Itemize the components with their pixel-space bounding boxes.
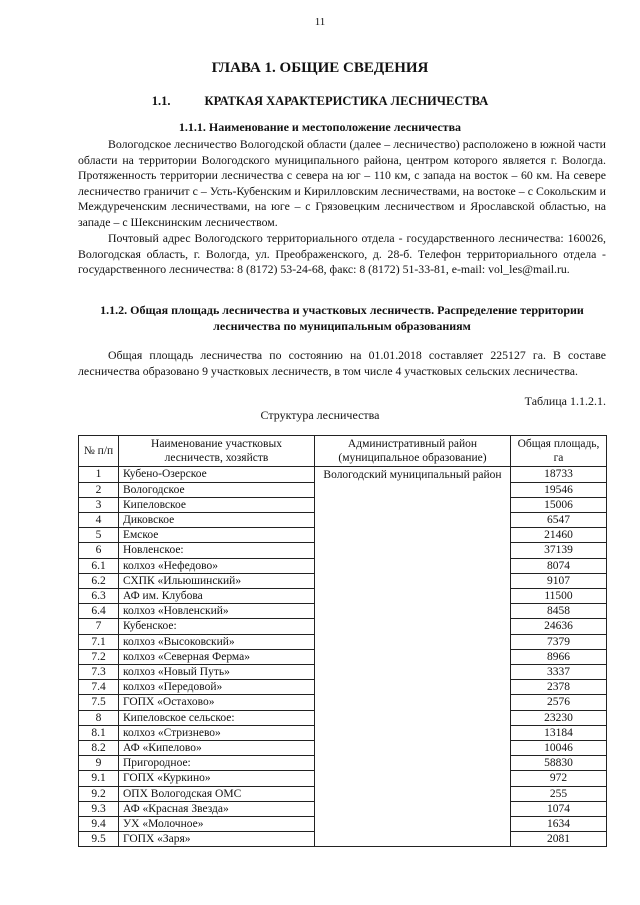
header-district: Административный район (муниципальное образование): [315, 436, 511, 467]
subsection-heading-1-1-2: 1.1.2. Общая площадь лесничества и участковых лесничеств. Распределение территории лесничества по муниципальным образованиям: [100, 303, 584, 333]
cell-num: 7.2: [79, 649, 119, 664]
cell-name: ГОПХ «Куркино»: [119, 771, 315, 786]
cell-num: 6.3: [79, 589, 119, 604]
cell-area: 37139: [511, 543, 607, 558]
cell-num: 3: [79, 497, 119, 512]
cell-num: 6.1: [79, 558, 119, 573]
cell-district: Вологодский муниципальный район: [315, 467, 511, 847]
cell-num: 2: [79, 482, 119, 497]
cell-name: АФ «Красная Звезда»: [119, 801, 315, 816]
section-heading-1-1: [0, 94, 640, 109]
cell-num: 8.2: [79, 741, 119, 756]
cell-num: 7: [79, 619, 119, 634]
cell-name: Кубенское:: [119, 619, 315, 634]
chapter-title: ГЛАВА 1. ОБЩИЕ СВЕДЕНИЯ: [211, 60, 429, 76]
paragraph-location: Вологодское лесничество Вологодской области (далее – лесничество) расположено в южной части области на территории Вологодского муниципального района, центром которого является г. Вологда. Протяженность территории лесничества с севера на юг – 110 км, с запада на восток – 60 км. На севере лесничество граничит с – Усть-Кубенским и Кирилловским лесничествами, на востоке – с Сокольским и Междуреченским лесничествами, на юге – с Грязовецким лесничеством и Ярославской областью, на западе – с Шекснинским лесничеством.: [78, 137, 606, 229]
cell-name: колхоз «Высоковский»: [119, 634, 315, 649]
cell-area: 2576: [511, 695, 607, 710]
cell-name: Новленское:: [119, 543, 315, 558]
section-number: 1.1.: [151, 94, 171, 108]
cell-num: 6: [79, 543, 119, 558]
table-header-row: [79, 436, 607, 467]
cell-name: колхоз «Новленский»: [119, 604, 315, 619]
cell-name: колхоз «Нефедово»: [119, 558, 315, 573]
cell-area: 6547: [511, 513, 607, 528]
cell-area: 2081: [511, 832, 607, 847]
table-body: [79, 467, 607, 847]
cell-name: колхоз «Передовой»: [119, 680, 315, 695]
paragraph-address: Почтовый адрес Вологодского территориального отдела - государственного лесничества: 160026, Вологодская область, г. Вологда, ул. Преображенского, д. 28-б. Телефон территориального отдела - государственного лесничества: 8 (8172) 53-24-68, факс: 8 (8172) 51-33-81, e-mail: vol_les@mail.ru.: [78, 231, 606, 277]
cell-name: колхоз «Новый Путь»: [119, 665, 315, 680]
header-area: Общая площадь, га: [511, 436, 607, 467]
cell-name: ОПХ Вологодская ОМС: [119, 786, 315, 801]
cell-area: 1634: [511, 817, 607, 832]
cell-num: 7.3: [79, 665, 119, 680]
cell-num: 8: [79, 710, 119, 725]
cell-area: 8966: [511, 649, 607, 664]
cell-num: 7.4: [79, 680, 119, 695]
cell-area: 11500: [511, 589, 607, 604]
cell-num: 1: [79, 467, 119, 482]
cell-name: колхоз «Стризнево»: [119, 725, 315, 740]
cell-area: 23230: [511, 710, 607, 725]
header-num: № п/п: [79, 436, 119, 467]
cell-num: 9.4: [79, 817, 119, 832]
cell-name: АФ «Кипелово»: [119, 741, 315, 756]
cell-area: 15006: [511, 497, 607, 512]
cell-name: ГОПХ «Остахово»: [119, 695, 315, 710]
cell-area: 8074: [511, 558, 607, 573]
cell-num: 7.1: [79, 634, 119, 649]
cell-num: 7.5: [79, 695, 119, 710]
cell-name: ГОПХ «Заря»: [119, 832, 315, 847]
cell-area: 972: [511, 771, 607, 786]
structure-table: [78, 435, 607, 847]
table-title: Структура лесничества: [260, 408, 380, 422]
cell-num: 5: [79, 528, 119, 543]
cell-name: колхоз «Северная Ферма»: [119, 649, 315, 664]
cell-num: 9.5: [79, 832, 119, 847]
cell-num: 9: [79, 756, 119, 771]
cell-area: 255: [511, 786, 607, 801]
cell-area: 3337: [511, 665, 607, 680]
cell-area: 1074: [511, 801, 607, 816]
cell-name: Кипеловское сельское:: [119, 710, 315, 725]
cell-num: 9.1: [79, 771, 119, 786]
cell-name: Кубено-Озерское: [119, 467, 315, 482]
cell-name: АФ им. Клубова: [119, 589, 315, 604]
cell-area: 7379: [511, 634, 607, 649]
cell-num: 4: [79, 513, 119, 528]
cell-area: 19546: [511, 482, 607, 497]
cell-num: 9.3: [79, 801, 119, 816]
cell-area: 24636: [511, 619, 607, 634]
cell-name: УХ «Молочное»: [119, 817, 315, 832]
cell-area: 21460: [511, 528, 607, 543]
cell-num: 6.2: [79, 573, 119, 588]
cell-area: 18733: [511, 467, 607, 482]
table-row: [79, 467, 607, 482]
table-number: Таблица 1.1.2.1.: [524, 394, 606, 408]
cell-area: 58830: [511, 756, 607, 771]
cell-name: Диковское: [119, 513, 315, 528]
cell-name: СХПК «Ильюшинский»: [119, 573, 315, 588]
cell-num: 6.4: [79, 604, 119, 619]
cell-num: 9.2: [79, 786, 119, 801]
cell-area: 2378: [511, 680, 607, 695]
cell-name: Емское: [119, 528, 315, 543]
cell-name: Вологодское: [119, 482, 315, 497]
cell-area: 13184: [511, 725, 607, 740]
paragraph-area: Общая площадь лесничества по состоянию на 01.01.2018 составляет 225127 га. В составе лесничества образовано 9 участковых лесничеств, в том числе 4 участковых сельских лесничества.: [78, 348, 606, 378]
header-name: Наименование участковых лесничеств, хозяйств: [119, 436, 315, 467]
cell-num: 8.1: [79, 725, 119, 740]
cell-area: 9107: [511, 573, 607, 588]
cell-name: Пригородное:: [119, 756, 315, 771]
subsection-heading-1-1-1: 1.1.1. Наименование и местоположение лесничества: [178, 120, 462, 134]
cell-area: 10046: [511, 741, 607, 756]
page-number: 11: [314, 16, 326, 28]
cell-area: 8458: [511, 604, 607, 619]
cell-name: Кипеловское: [119, 497, 315, 512]
section-title: КРАТКАЯ ХАРАКТЕРИСТИКА ЛЕСНИЧЕСТВА: [204, 94, 489, 108]
